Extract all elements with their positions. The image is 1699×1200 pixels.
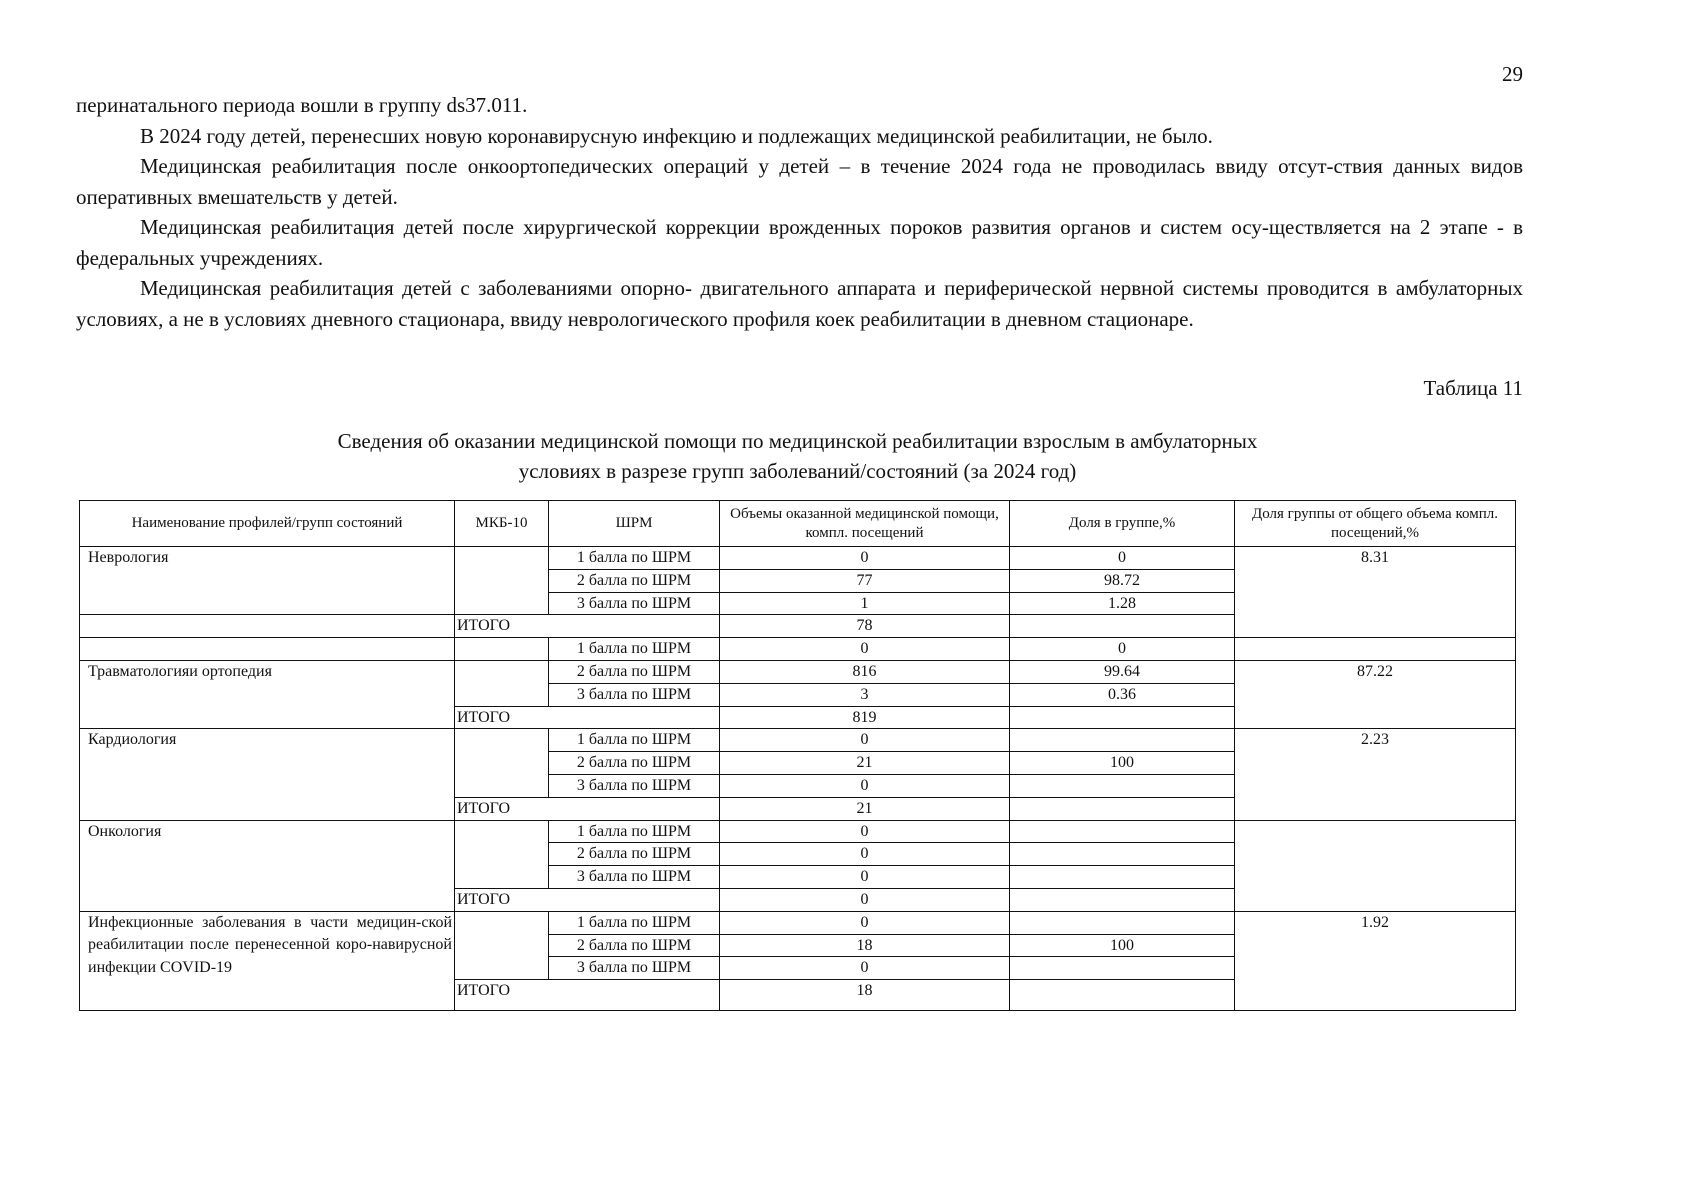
- table-row: [80, 660, 1516, 683]
- share-cell: 99.64: [1010, 660, 1235, 683]
- share-cell: 0: [1010, 638, 1235, 661]
- table-row: [80, 638, 1516, 661]
- mkb-cell: [455, 729, 549, 797]
- shrm-cell: 1 балла по ШРМ: [549, 638, 720, 661]
- mkb-cell: [455, 547, 549, 615]
- share-cell: [1010, 706, 1235, 729]
- share-cell: 98.72: [1010, 569, 1235, 592]
- volume-cell: 0: [720, 774, 1010, 797]
- paragraph: перинатального периода вошли в группу ds37.011.: [76, 93, 528, 117]
- share-cell: [1010, 774, 1235, 797]
- share-cell: [1010, 843, 1235, 866]
- mkb-cell: [455, 911, 549, 979]
- group-name: Кардиология: [80, 729, 455, 820]
- itogo-label: ИТОГО: [455, 797, 720, 820]
- share-cell: 1.28: [1010, 592, 1235, 615]
- shrm-cell: 1 балла по ШРМ: [549, 820, 720, 843]
- total-cell: 819: [720, 706, 1010, 729]
- volume-cell: 0: [720, 843, 1010, 866]
- share-cell: [1010, 797, 1235, 820]
- group-name: Травматологияи ортопедия: [80, 660, 455, 728]
- header-mkb: МКБ-10: [455, 501, 549, 547]
- itogo-label: ИТОГО: [455, 615, 720, 638]
- itogo-label: ИТОГО: [455, 888, 720, 911]
- volume-cell: 0: [720, 547, 1010, 570]
- shrm-cell: 2 балла по ШРМ: [549, 569, 720, 592]
- shrm-cell: 1 балла по ШРМ: [549, 911, 720, 934]
- table-row: [80, 820, 1516, 843]
- table-title: [80, 426, 1515, 486]
- share-cell: [1010, 820, 1235, 843]
- share-cell: [1010, 980, 1235, 1011]
- volume-cell: 0: [720, 911, 1010, 934]
- table-label: Таблица 11: [1423, 376, 1523, 400]
- volume-cell: 18: [720, 934, 1010, 957]
- volume-cell: 0: [720, 729, 1010, 752]
- header-share-in-group: Доля в группе,%: [1010, 501, 1235, 547]
- group-share-cell: 8.31: [1235, 547, 1516, 638]
- mkb-cell: [455, 660, 549, 706]
- paragraph: В 2024 году детей, перенесших новую коронавирусную инфекцию и подлежащих медицинской реабилитации, не было.: [140, 123, 1213, 148]
- group-share-cell: 87.22: [1235, 660, 1516, 728]
- total-cell: 78: [720, 615, 1010, 638]
- page-number: 29: [1502, 62, 1523, 86]
- paragraph: Медицинская реабилитация детей с заболеваниями опорно- двигательного аппарата и периферической нервной системы проводится в амбулаторных условиях, а не в условиях дневного стационара, ввиду неврологического профиля коек реабилитации в дневном стационаре.: [76, 276, 1523, 331]
- itogo-label: ИТОГО: [455, 706, 720, 729]
- group-share-cell: [1235, 638, 1516, 661]
- volume-cell: 0: [720, 866, 1010, 889]
- share-cell: [1010, 615, 1235, 638]
- share-cell: [1010, 729, 1235, 752]
- total-cell: 0: [720, 888, 1010, 911]
- paragraph: Медицинская реабилитация после онкоортопедических операций у детей – в течение 2024 года не проводилась ввиду отсут-ствия данных видов оперативных вмешательств у детей.: [76, 154, 1523, 209]
- share-cell: 0: [1010, 547, 1235, 570]
- table-row: [80, 729, 1516, 752]
- share-cell: 0.36: [1010, 683, 1235, 706]
- volume-cell: 816: [720, 660, 1010, 683]
- table-header-row: [80, 501, 1516, 547]
- shrm-cell: 2 балла по ШРМ: [549, 660, 720, 683]
- group-name: Неврология: [80, 547, 455, 615]
- total-cell: 21: [720, 797, 1010, 820]
- header-shrm: ШРМ: [549, 501, 720, 547]
- group-share-cell: 1.92: [1235, 911, 1516, 1010]
- table-title-line: условиях в разрезе групп заболеваний/состояний (за 2024 год): [518, 459, 1077, 483]
- header-name: Наименование профилей/групп состояний: [80, 501, 455, 547]
- shrm-cell: 3 балла по ШРМ: [549, 866, 720, 889]
- shrm-cell: 1 балла по ШРМ: [549, 729, 720, 752]
- volume-cell: 0: [720, 820, 1010, 843]
- shrm-cell: 3 балла по ШРМ: [549, 774, 720, 797]
- share-cell: 100: [1010, 934, 1235, 957]
- group-share-cell: 2.23: [1235, 729, 1516, 820]
- total-cell: 18: [720, 980, 1010, 1011]
- table-row: [80, 547, 1516, 570]
- share-cell: 100: [1010, 752, 1235, 775]
- shrm-cell: 3 балла по ШРМ: [549, 683, 720, 706]
- shrm-cell: 2 балла по ШРМ: [549, 752, 720, 775]
- share-cell: [1010, 957, 1235, 980]
- rehab-table: [79, 500, 1516, 1011]
- share-cell: [1010, 911, 1235, 934]
- table-title-line: Сведения об оказании медицинской помощи по медицинской реабилитации взрослым в амбулаторных: [337, 429, 1258, 453]
- volume-cell: 21: [720, 752, 1010, 775]
- name-cell-empty: [80, 615, 455, 638]
- group-share-cell: [1235, 820, 1516, 911]
- volume-cell: 0: [720, 638, 1010, 661]
- header-volume: Объемы оказанной медицинской помощи, компл. посещений: [720, 501, 1010, 547]
- share-cell: [1010, 866, 1235, 889]
- paragraph: Медицинская реабилитация детей после хирургической коррекции врожденных пороков развития органов и систем осу-ществляется на 2 этапе - в федеральных учреждениях.: [76, 215, 1523, 270]
- shrm-cell: 2 балла по ШРМ: [549, 934, 720, 957]
- header-group-share: Доля группы от общего объема компл. посещений,%: [1235, 501, 1516, 547]
- group-name: Онкология: [80, 820, 455, 911]
- share-cell: [1010, 888, 1235, 911]
- shrm-cell: 3 балла по ШРМ: [549, 592, 720, 615]
- group-name: Инфекционные заболевания в части медицин-ской реабилитации после перенесенной коро-навирусной инфекции COVID-19: [80, 911, 455, 1010]
- mkb-cell: [455, 638, 549, 661]
- volume-cell: 3: [720, 683, 1010, 706]
- volume-cell: 0: [720, 957, 1010, 980]
- shrm-cell: 3 балла по ШРМ: [549, 957, 720, 980]
- shrm-cell: 2 балла по ШРМ: [549, 843, 720, 866]
- volume-cell: 77: [720, 569, 1010, 592]
- mkb-cell: [455, 820, 549, 888]
- itogo-label: ИТОГО: [455, 980, 720, 1011]
- volume-cell: 1: [720, 592, 1010, 615]
- body-text: [76, 90, 1523, 334]
- name-cell-empty: [80, 638, 455, 661]
- shrm-cell: 1 балла по ШРМ: [549, 547, 720, 570]
- table-row: [80, 911, 1516, 934]
